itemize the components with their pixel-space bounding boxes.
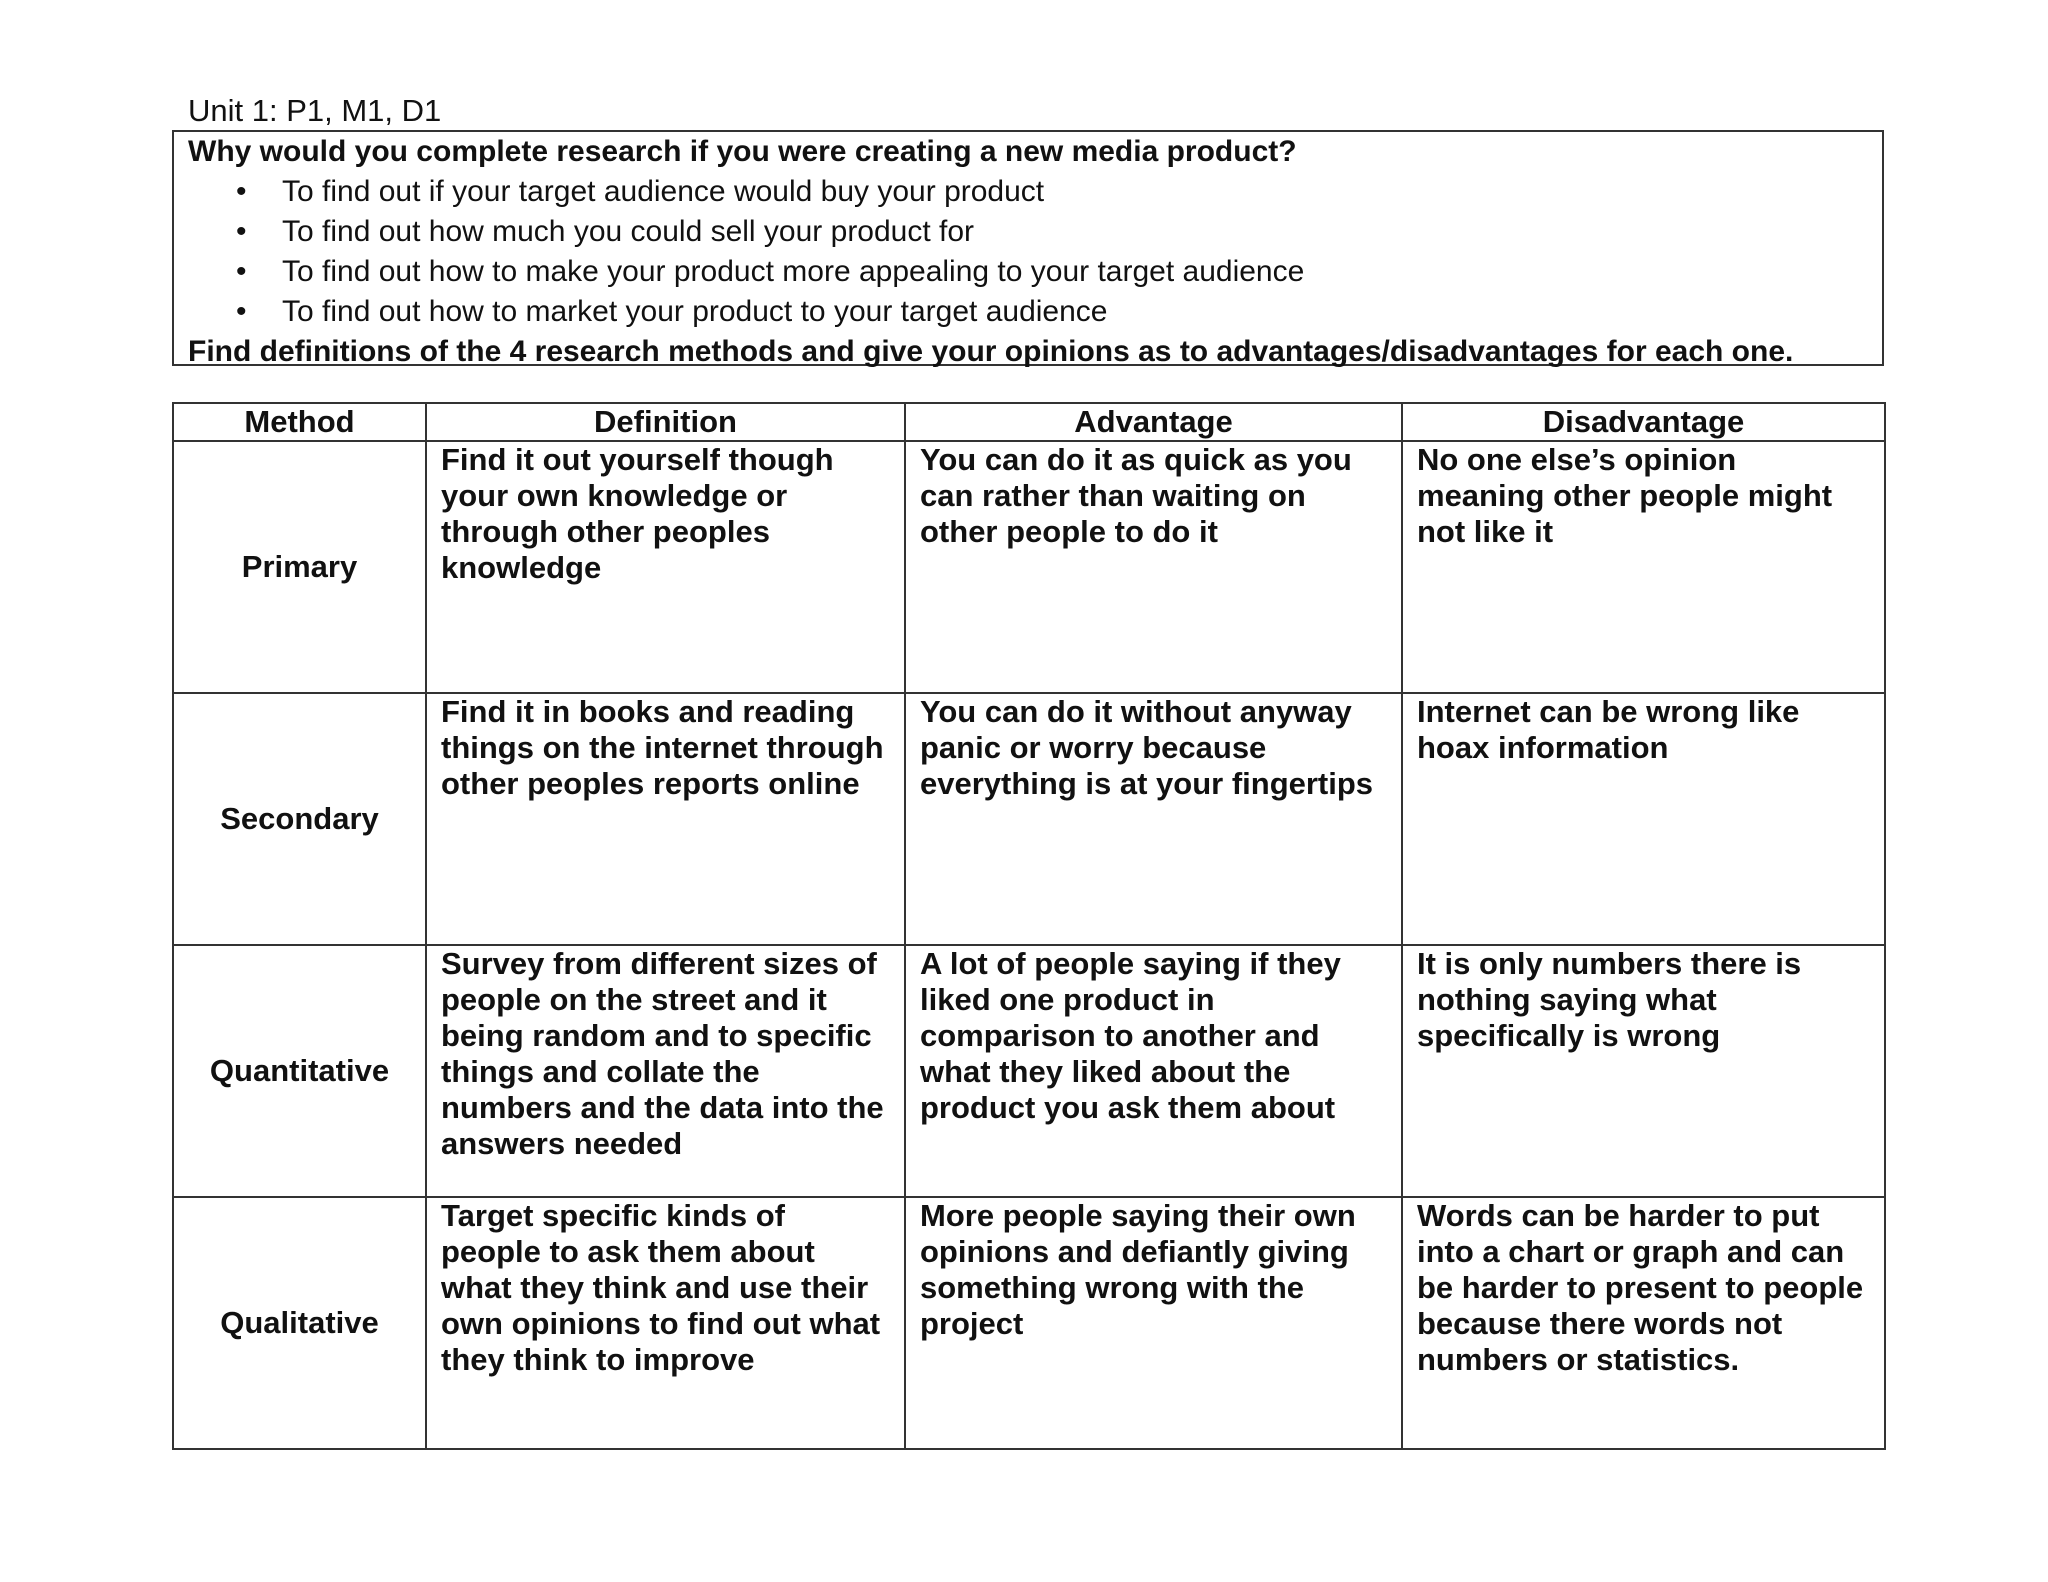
reason-item bbox=[188, 212, 1870, 252]
intro-box bbox=[172, 130, 1884, 366]
bullet-icon: • bbox=[236, 295, 247, 328]
reason-text: To find out how much you could sell your product for bbox=[282, 215, 975, 248]
advantage-cell: You can do it without anyway panic or worry because everything is at your fingertips bbox=[905, 693, 1402, 945]
definition-cell: Find it out yourself though your own knowledge or through other peoples knowledge bbox=[426, 441, 905, 693]
reason-item bbox=[188, 292, 1870, 332]
reason-text: To find out if your target audience would buy your product bbox=[282, 175, 1045, 208]
advantage-cell: A lot of people saying if they liked one product in comparison to another and what they liked about the product you ask them about bbox=[905, 945, 1402, 1197]
header-advantage: Advantage bbox=[905, 403, 1402, 441]
definition-cell: Target specific kinds of people to ask them about what they think and use their own opinions to find out what they think to improve bbox=[426, 1197, 905, 1449]
method-cell: Qualitative bbox=[173, 1197, 426, 1449]
reason-text: To find out how to make your product more appealing to your target audience bbox=[282, 255, 1305, 288]
table-row bbox=[173, 1197, 1885, 1449]
advantage-cell: You can do it as quick as you can rather than waiting on other people to do it bbox=[905, 441, 1402, 693]
header-disadvantage: Disadvantage bbox=[1402, 403, 1885, 441]
table-header-row bbox=[173, 403, 1885, 441]
bullet-icon: • bbox=[236, 175, 247, 208]
research-question: Why would you complete research if you were creating a new media product? bbox=[188, 135, 1297, 168]
unit-title: Unit 1: P1, M1, D1 bbox=[188, 93, 442, 128]
header-method: Method bbox=[173, 403, 426, 441]
reason-item bbox=[188, 252, 1870, 292]
disadvantage-cell: No one else’s opinion meaning other people might not like it bbox=[1402, 441, 1885, 693]
research-methods-table bbox=[172, 402, 1886, 1450]
table-row bbox=[173, 945, 1885, 1197]
advantage-cell: More people saying their own opinions and defiantly giving something wrong with the project bbox=[905, 1197, 1402, 1449]
method-cell: Secondary bbox=[173, 693, 426, 945]
disadvantage-cell: Words can be harder to put into a chart or graph and can be harder to present to people because there words not numbers or statistics. bbox=[1402, 1197, 1885, 1449]
reasons-list bbox=[188, 172, 1870, 332]
method-cell: Quantitative bbox=[173, 945, 426, 1197]
bullet-icon: • bbox=[236, 255, 247, 288]
reason-text: To find out how to market your product to your target audience bbox=[282, 295, 1108, 328]
table-row bbox=[173, 693, 1885, 945]
header-definition: Definition bbox=[426, 403, 905, 441]
definition-cell: Find it in books and reading things on the internet through other peoples reports online bbox=[426, 693, 905, 945]
table-row bbox=[173, 441, 1885, 693]
bullet-icon: • bbox=[236, 215, 247, 248]
reason-item bbox=[188, 172, 1870, 212]
instruction-text: Find definitions of the 4 research methods and give your opinions as to advantages/disadvantages for each one. bbox=[188, 335, 1794, 368]
disadvantage-cell: It is only numbers there is nothing saying what specifically is wrong bbox=[1402, 945, 1885, 1197]
definition-cell: Survey from different sizes of people on the street and it being random and to specific things and collate the numbers and the data into the answers needed bbox=[426, 945, 905, 1197]
disadvantage-cell: Internet can be wrong like hoax information bbox=[1402, 693, 1885, 945]
method-cell: Primary bbox=[173, 441, 426, 693]
